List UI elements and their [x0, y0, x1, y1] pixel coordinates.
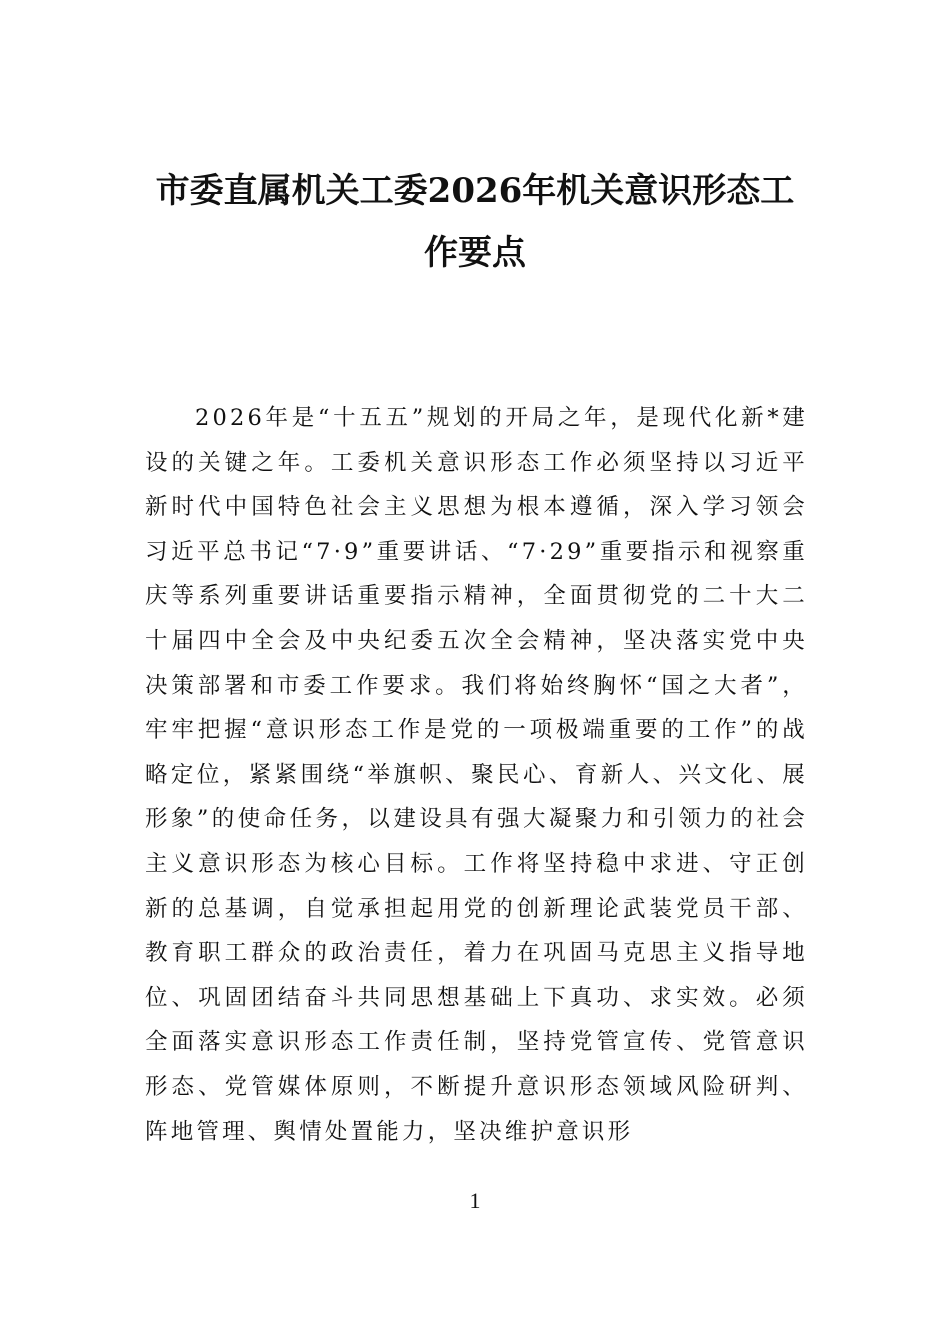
- document-title: 市委直属机关工委2026年机关意识形态工作要点: [155, 171, 795, 273]
- page-number: 1: [469, 1188, 481, 1213]
- body-paragraph: 2026年是“十五五”规划的开局之年，是现代化新*建设的关键之年。工委机关意识形态工作必须坚持以习近平新时代中国特色社会主义思想为根本遵循，深入学习领会习近平总书记“7·9”重要讲话、“7·29”重要指示和视察重庆等系列重要讲话重要指示精神，全面贯彻党的二十大二十届四中全会及中央纪委五次全会精神，坚决落实党中央决策部署和市委工作要求。我们将始终胸怀“国之大者”，牢牢把握“意识形态工作是党的一项极端重要的工作”的战略定位，紧紧围绕“举旗帜、聚民心、育新人、兴文化、展形象”的使命任务，以建设具有强大凝聚力和引领力的社会主义意识形态为核心目标。工作将坚持稳中求进、守正创新的总基调，自觉承担起用党的创新理论武装党员干部、教育职工群众的政治责任，着力在巩固马克思主义指导地位、巩固团结奋斗共同思想基础上下真功、求实效。必须全面落实意识形态工作责任制，坚持党管宣传、党管意识形态、党管媒体原则，不断提升意识形态领域风险研判、阵地管理、舆情处置能力，坚决维护意识形: [145, 405, 808, 1145]
